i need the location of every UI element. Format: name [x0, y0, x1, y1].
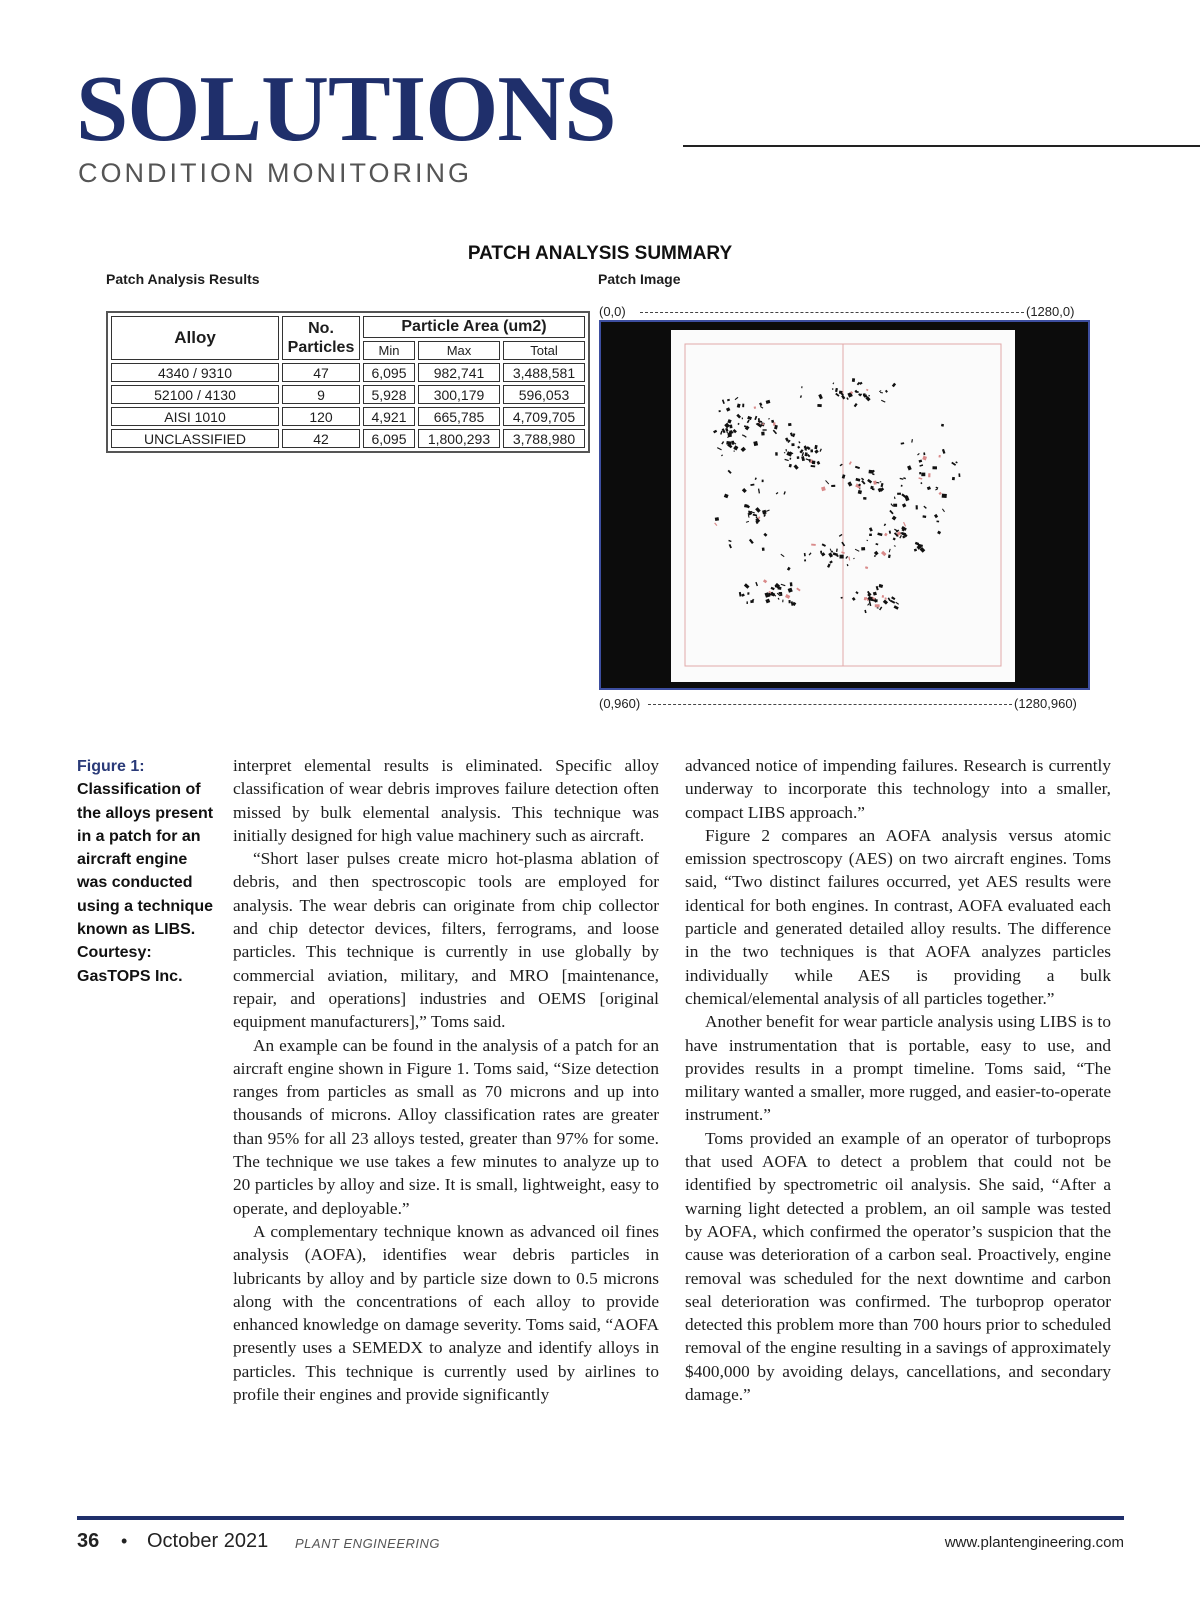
- debris-particle: [839, 391, 843, 394]
- cell-alloy: UNCLASSIFIED: [111, 429, 279, 448]
- table-row: [111, 363, 585, 382]
- paragraph: “Short laser pulses create micro hot-plasma ablation of debris, and then spectroscopic tools are employed for analysis. The wear debris can originate from chip collector and chip detector devices, filters, ferrograms, and loose particles. This technique is currently in use globally by commercial aviation, military, and MRO [maintenance, repair, and operations] industries and OEMS [original equipment manufacturers],” Toms said.: [233, 849, 659, 1032]
- debris-particle: [869, 470, 874, 474]
- debris-particle: [762, 480, 764, 483]
- debris-particle: [789, 600, 791, 603]
- paragraph: Toms provided an example of an operator of turboprops that used AOFA to detect a problem that could not be identified by spectrometric oil analysis. She said, “After a warning light detected a problem, an oil sample was tested by AOFA, which confirmed the operator’s suspicion that the cause was deterioration of a carbon seal. Proactively, engine removal was scheduled for the next downtime and carbon seal deterioration was confirmed. The turboprop operator detected this problem more than 700 hours prior to scheduled removal of the engine resulting in a savings of approximately $400,000 by avoiding delays, cancellations, and secondary damage.”: [685, 1128, 1111, 1405]
- patch-image: [599, 320, 1090, 690]
- debris-particle: [715, 517, 719, 521]
- paragraph: Figure 2 compares an AOFA analysis versus atomic emission spectroscopy (AES) on two aircraft engines. Toms said, “Two distinct failures occurred, yet AES results were identical for both engines. In contrast, AOFA evaluated each particle and generated detailed alloy results. The difference in the two techniques is that AOFA analyzes particles individually while AES is providing a bulk chemical/elemental analysis of all particles together.”: [685, 825, 1111, 1008]
- cell-max: 300,179: [418, 385, 500, 404]
- debris-particle: [747, 601, 748, 604]
- debris-particle: [832, 551, 833, 553]
- cell-count: 47: [282, 363, 360, 382]
- debris-particle: [875, 604, 880, 607]
- header-rule: [683, 145, 1200, 147]
- debris-particle: [952, 477, 955, 480]
- debris-particle: [762, 548, 765, 551]
- debris-particle: [928, 473, 930, 477]
- debris-particle: [790, 582, 793, 586]
- debris-particle: [754, 406, 756, 408]
- debris-particle: [921, 473, 925, 477]
- cell-max: 1,800,293: [418, 429, 500, 448]
- patch-results-table: [106, 311, 590, 453]
- cell-min: 6,095: [363, 429, 415, 448]
- debris-particle: [801, 386, 802, 388]
- header-particle-area: Particle Area (um2): [363, 316, 585, 338]
- coord-bottom-left: (0,960): [599, 696, 641, 711]
- cell-count: 9: [282, 385, 360, 404]
- debris-particle: [916, 505, 918, 509]
- cell-alloy: 4340 / 9310: [111, 363, 279, 382]
- table-label: Patch Analysis Results: [106, 271, 260, 287]
- cell-total: 596,053: [503, 385, 585, 404]
- cell-min: 4,921: [363, 407, 415, 426]
- coord-dash-bottom: [648, 704, 1012, 705]
- header-no-particles: [282, 316, 360, 360]
- debris-particle: [840, 555, 844, 559]
- debris-particle: [791, 443, 794, 446]
- table-row: [111, 429, 585, 448]
- debris-particle: [804, 559, 806, 561]
- cell-max: 982,741: [418, 363, 500, 382]
- figure-caption: [77, 755, 217, 988]
- footer-bullet: •: [121, 1531, 128, 1551]
- paragraph: interpret elemental results is eliminated. Specific alloy classification of wear debris improves failure detection often missed by bulk elemental analysis. This technique was initially designed for high value machinery such as aircraft.: [233, 756, 659, 845]
- cell-min: 6,095: [363, 363, 415, 382]
- cell-count: 42: [282, 429, 360, 448]
- debris-particle: [810, 449, 813, 452]
- debris-particle: [742, 404, 744, 408]
- debris-particle: [942, 494, 947, 498]
- cell-alloy: 52100 / 4130: [111, 385, 279, 404]
- article-column-1: [233, 754, 659, 1406]
- debris-particle: [859, 394, 862, 396]
- paragraph: advanced notice of impending failures. Research is currently underway to incorporate this technology into a smaller, compact LIBS approach.”: [685, 756, 1111, 822]
- paragraph: A complementary technique known as advanced oil fines analysis (AOFA), identifies wear debris particles in lubricants by alloy and by particle size down to 0.5 microns along with the concentrations of each alloy to provide enhanced knowledge on damage severity. Toms said, “AOFA presently uses a SEMEDX to analyze and identify alloys in particles. This technique is currently used by airlines to profile their engines and provide significantly: [233, 1221, 659, 1405]
- debris-particle: [782, 600, 783, 603]
- debris-particle: [734, 451, 735, 452]
- debris-particle: [936, 521, 939, 523]
- caption-text: Classification of the alloys present in a patch for an aircraft engine was conducted using a technique known as LIBS. Courtesy: GasTOPS Inc.: [77, 781, 214, 985]
- article-column-2: [685, 754, 1111, 1406]
- coord-top-left: (0,0): [599, 304, 626, 319]
- page-number: 36: [77, 1530, 100, 1552]
- debris-particle: [763, 429, 767, 430]
- debris-particle: [729, 425, 732, 429]
- figure-title: PATCH ANALYSIS SUMMARY: [467, 243, 733, 264]
- debris-particle: [852, 378, 855, 382]
- coord-dash-top: [640, 312, 1024, 313]
- debris-particle: [761, 432, 764, 436]
- debris-particle: [719, 410, 721, 412]
- header-alloy: Alloy: [111, 316, 279, 360]
- table-row: [111, 407, 585, 426]
- cell-total: 4,709,705: [503, 407, 585, 426]
- coord-top-right: (1280,0): [1026, 304, 1075, 319]
- cell-total: 3,788,980: [503, 429, 585, 448]
- debris-particle: [903, 536, 905, 538]
- header-min: Min: [363, 341, 415, 360]
- section-title: SOLUTIONS: [76, 57, 616, 161]
- table-row: [111, 385, 585, 404]
- footer-rule: [77, 1516, 1124, 1520]
- debris-particle: [880, 481, 882, 482]
- header-particles: Particles: [287, 339, 355, 356]
- debris-particle: [747, 592, 749, 595]
- debris-particle: [863, 497, 866, 500]
- debris-particle: [784, 452, 785, 453]
- debris-particle: [832, 388, 834, 389]
- debris-particle: [820, 551, 822, 554]
- cell-count: 120: [282, 407, 360, 426]
- debris-particle: [837, 555, 839, 557]
- caption-label: Figure 1:: [77, 758, 145, 775]
- cell-max: 665,785: [418, 407, 500, 426]
- issue-date: October 2021: [147, 1530, 269, 1552]
- website-url: www.plantengineering.com: [944, 1534, 1124, 1551]
- coord-bottom-right: (1280,960): [1014, 696, 1077, 711]
- debris-particle: [731, 441, 734, 445]
- debris-particle: [897, 493, 901, 495]
- header-max: Max: [418, 341, 500, 360]
- header-total: Total: [503, 341, 585, 360]
- debris-particle: [756, 517, 758, 519]
- debris-particle: [742, 418, 743, 420]
- cell-alloy: AISI 1010: [111, 407, 279, 426]
- debris-particle: [932, 466, 937, 469]
- debris-particle: [861, 547, 865, 550]
- debris-particle: [958, 473, 960, 477]
- debris-particle: [817, 404, 821, 407]
- image-label: Patch Image: [598, 271, 681, 287]
- cell-total: 3,488,581: [503, 363, 585, 382]
- debris-particle: [788, 423, 792, 426]
- debris-particle: [831, 485, 835, 487]
- publication-name: PLANT ENGINEERING: [295, 1536, 441, 1551]
- cell-min: 5,928: [363, 385, 415, 404]
- debris-particle: [811, 544, 816, 546]
- debris-particle: [893, 504, 897, 507]
- debris-particle: [856, 391, 859, 393]
- debris-particle: [923, 452, 925, 455]
- section-subtitle: CONDITION MONITORING: [78, 158, 472, 188]
- debris-particle: [919, 472, 921, 474]
- debris-particle: [869, 534, 872, 536]
- header-no: No.: [308, 320, 334, 337]
- debris-particle: [901, 485, 903, 487]
- patch-debris-graphic: [601, 322, 1088, 688]
- debris-particle: [758, 418, 760, 421]
- paragraph: An example can be found in the analysis of a patch for an aircraft engine shown in Figure 1. Toms said, “Size detection ranges from particles as small as 70 microns and up into thousands of microns. Alloy classification rates are greater than 95% for all 23 alloys tested, greater than 97% for some. The technique we use takes a few minutes to analyze up to 20 particles by alloy and size. It is small, lightweight, easy to operate, and deployable.”: [233, 1035, 659, 1218]
- debris-particle: [775, 452, 778, 455]
- debris-particle: [797, 456, 800, 459]
- paragraph: Another benefit for wear particle analysis using LIBS is to have instrumentation that is portable, easy to use, and provides results in a prompt timeline. Toms said, “The military wanted a smaller, more rugged, and easier-to-operate instrument.”: [685, 1012, 1111, 1125]
